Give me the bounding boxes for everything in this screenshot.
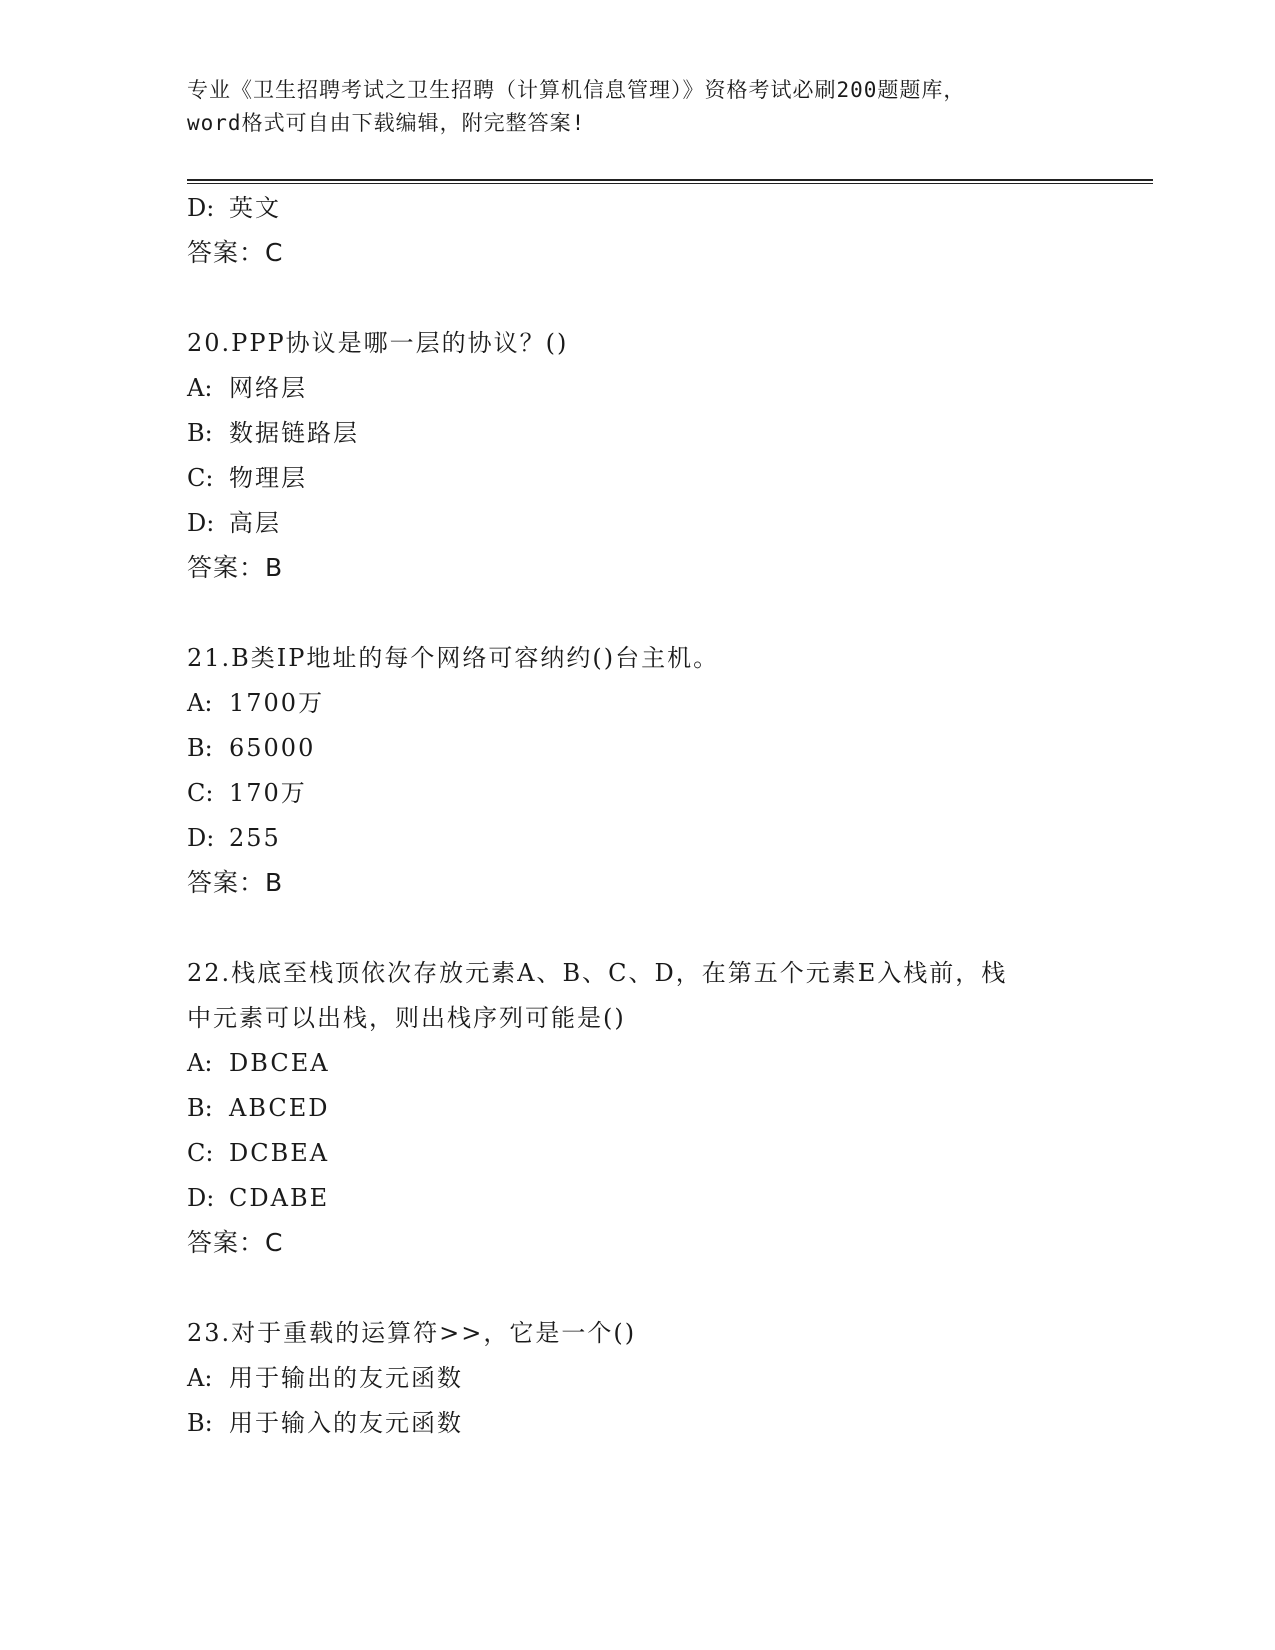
option-key: C: (187, 464, 214, 492)
question-21-option-d (187, 823, 281, 853)
question-21-answer: 答案：B (187, 868, 284, 897)
question-21-stem: 21.B类IP地址的每个网络可容纳约()台主机。 (187, 644, 720, 672)
question-20-option-c (187, 463, 307, 493)
option-text: 255 (229, 824, 281, 852)
option-key: B: (187, 419, 213, 447)
option-key: A: (187, 374, 213, 402)
option-text: 高层 (229, 509, 281, 537)
question-22-option-b (187, 1093, 330, 1123)
question-22-stem-line-2: 中元素可以出栈，则出栈序列可能是() (187, 1004, 626, 1032)
option-text: 170万 (229, 779, 307, 807)
question-21-option-c (187, 778, 307, 808)
question-23-option-a (187, 1363, 463, 1393)
option-text: 网络层 (229, 374, 307, 402)
header-title-line-2: word格式可自由下载编辑，附完整答案! (187, 111, 586, 135)
option-text: 65000 (229, 734, 316, 762)
option-text: CDABE (229, 1184, 330, 1212)
option-key: C: (187, 779, 214, 807)
question-23-option-b (187, 1408, 463, 1438)
question-22-option-d (187, 1183, 329, 1213)
question-20-option-b (187, 418, 359, 448)
question-20-option-a (187, 373, 307, 403)
question-20-option-d (187, 508, 281, 538)
option-key: A: (187, 689, 213, 717)
option-key: D: (187, 194, 215, 222)
question-23-stem: 23.对于重载的运算符>>，它是一个() (187, 1319, 637, 1347)
answer-line: 答案：C (187, 238, 284, 267)
header-divider-thin (187, 183, 1153, 184)
header-divider-thick (187, 179, 1153, 181)
question-21-option-b (187, 733, 315, 763)
header-title-line-1: 专业《卫生招聘考试之卫生招聘（计算机信息管理）》资格考试必刷200题题库， (187, 78, 966, 102)
option-text: DCBEA (229, 1139, 330, 1167)
option-text: 用于输入的友元函数 (229, 1409, 463, 1437)
option-text: 数据链路层 (229, 419, 359, 447)
option-text: DBCEA (229, 1049, 330, 1077)
option-key: B: (187, 1094, 213, 1122)
question-22-option-c (187, 1138, 329, 1168)
question-21-option-a (187, 688, 324, 718)
document-header (187, 74, 1087, 140)
option-key: B: (187, 1409, 213, 1437)
question-22-stem-line-1: 22.栈底至栈顶依次存放元素A、B、C、D，在第五个元素E入栈前，栈 (187, 959, 1008, 987)
option-key: A: (187, 1049, 213, 1077)
question-22-option-a (187, 1048, 330, 1078)
option-text: 英文 (229, 194, 281, 222)
option-text: ABCED (229, 1094, 330, 1122)
question-20-stem: 20.PPP协议是哪一层的协议？() (187, 329, 569, 357)
option-text: 用于输出的友元函数 (229, 1364, 463, 1392)
option-text: 物理层 (229, 464, 307, 492)
option-key: D: (187, 509, 215, 537)
option-key: A: (187, 1364, 213, 1392)
option-d (187, 193, 281, 223)
question-22-answer: 答案：C (187, 1228, 284, 1257)
option-key: C: (187, 1139, 214, 1167)
option-key: D: (187, 1184, 215, 1212)
question-20-answer: 答案：B (187, 553, 284, 582)
option-key: B: (187, 734, 213, 762)
option-text: 1700万 (229, 689, 325, 717)
option-key: D: (187, 824, 215, 852)
